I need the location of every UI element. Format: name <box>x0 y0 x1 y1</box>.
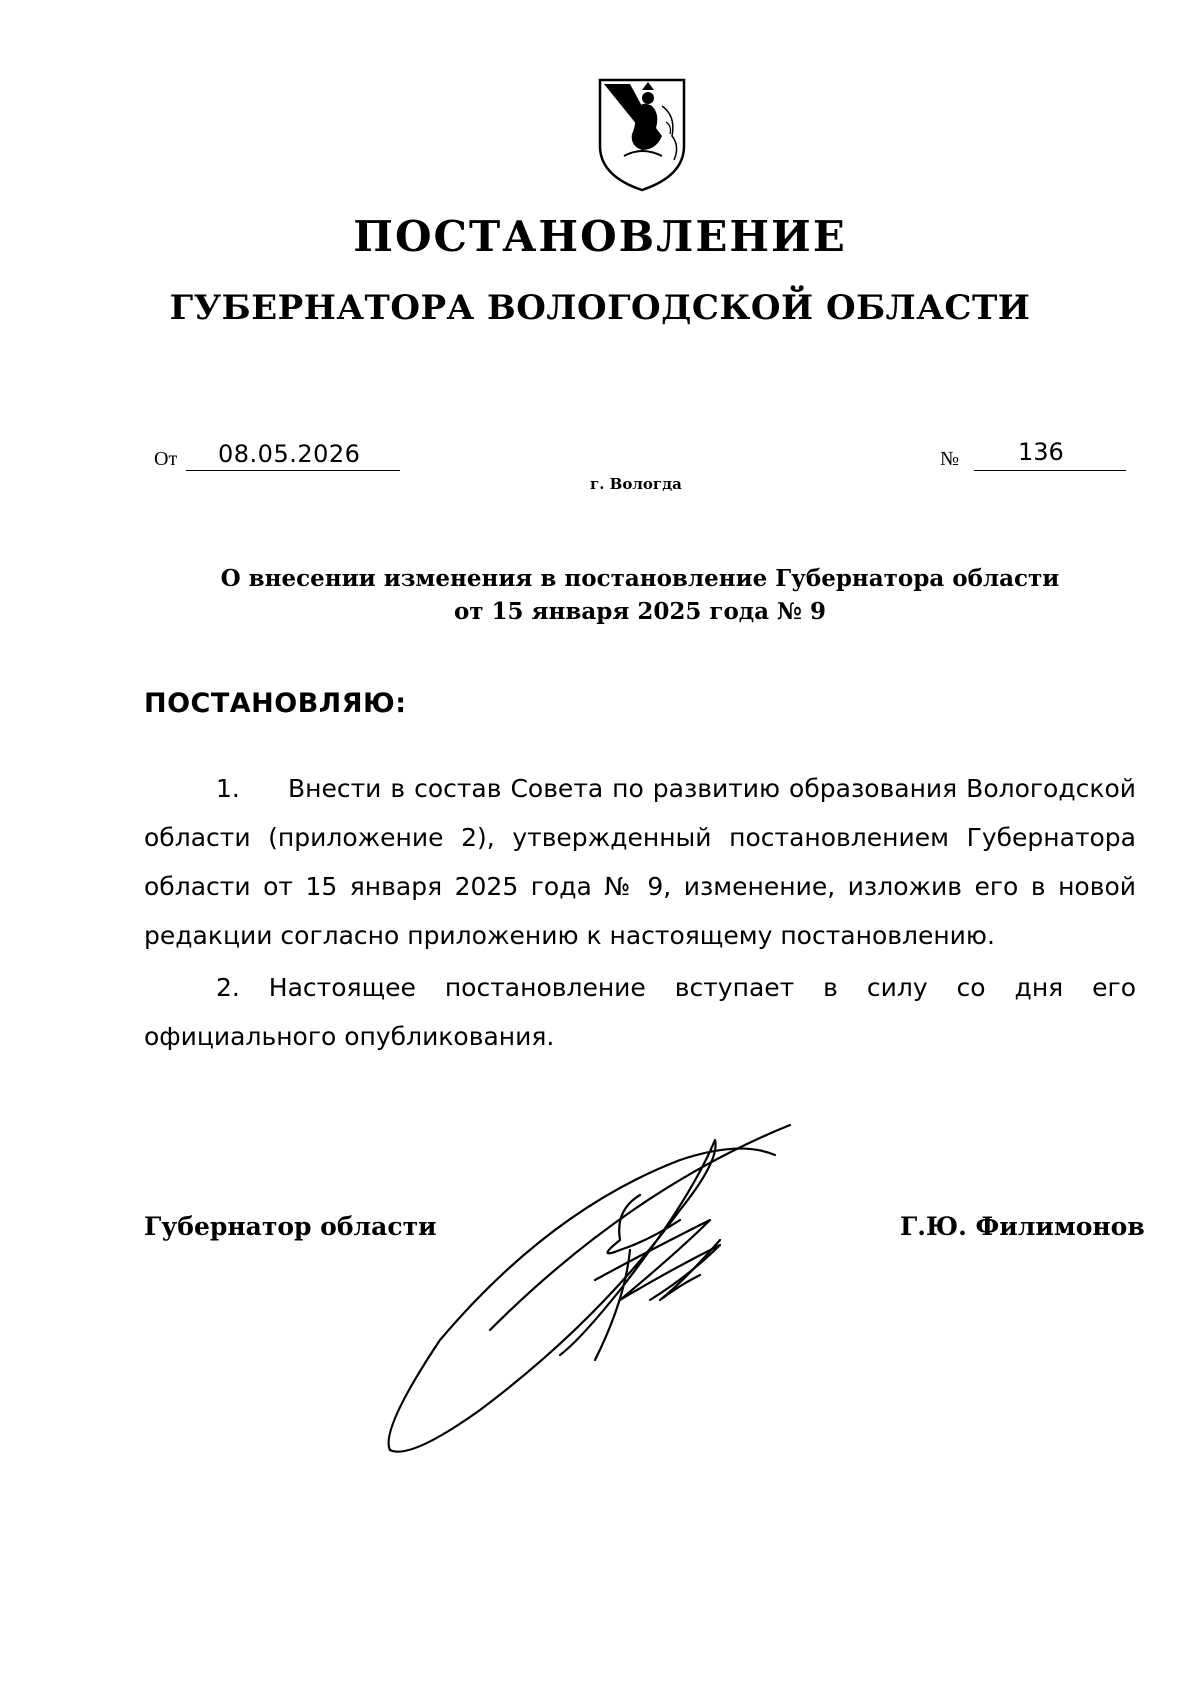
handwritten-signature <box>380 1100 940 1480</box>
document-subtitle: ГУБЕРНАТОРА ВОЛОГОДСКОЙ ОБЛАСТИ <box>169 288 1031 328</box>
date-label: От <box>154 448 178 470</box>
item-number: 1. <box>216 774 240 803</box>
document-title: ПОСТАНОВЛЕНИЕ <box>353 212 847 261</box>
subject-line-1: О внесении изменения в постановление Губернатора области <box>220 565 1060 592</box>
number-label: № <box>940 448 960 470</box>
subject-line-2: от 15 января 2025 года № 9 <box>453 598 827 625</box>
document-number: 136 <box>1018 438 1064 466</box>
decree-heading: ПОСТАНОВЛЯЮ: <box>144 688 407 719</box>
city-label: г. Вологда <box>590 475 682 493</box>
paragraph-1 <box>144 764 1136 960</box>
paragraph-2 <box>144 963 1136 1061</box>
item-text: Внести в состав Совета по развитию образования Вологодской области (приложение 2), утвержденный постановлением Губернатора области от 15 января 2025 года № 9, изменение, изложив его в новой редакции согласно приложению к настоящему постановлению. <box>144 774 1136 950</box>
document-date: 08.05.2026 <box>218 440 361 468</box>
item-text: 2. Настоящее постановление вступает в силу со дня его официального опубликования. <box>144 973 1136 1051</box>
signatory-role: Губернатор области <box>144 1212 437 1241</box>
document-subject <box>200 562 1080 628</box>
coat-of-arms-icon <box>596 76 688 194</box>
signatory-name: Г.Ю. Филимонов <box>900 1212 1145 1241</box>
